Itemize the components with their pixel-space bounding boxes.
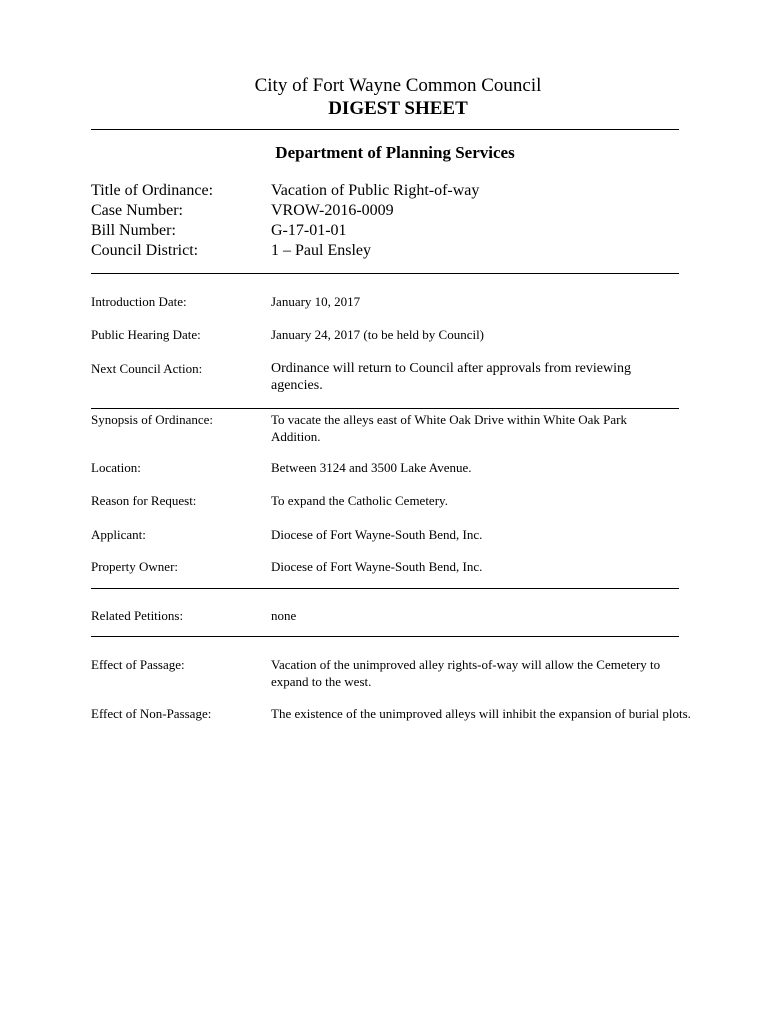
- bill-number-label: Bill Number:: [91, 222, 176, 239]
- location-label: Location:: [91, 460, 141, 475]
- next-council-action-value: Ordinance will return to Council after approvals from reviewing agencies.: [271, 361, 631, 393]
- next-council-action-label: Next Council Action:: [91, 361, 203, 376]
- case-number-label: Case Number:: [91, 202, 183, 219]
- applicant-value: Diocese of Fort Wayne-South Bend, Inc.: [271, 527, 483, 542]
- divider-schedule: [91, 408, 679, 409]
- introduction-date-label: Introduction Date:: [91, 294, 187, 309]
- bill-number-value: G-17-01-01: [271, 222, 347, 239]
- divider-related: [91, 636, 679, 637]
- related-petitions-label: Related Petitions:: [91, 608, 184, 623]
- document-header: [0, 74, 770, 120]
- effect-of-non-passage-label: Effect of Non-Passage:: [91, 706, 212, 721]
- effect-of-passage-label: Effect of Passage:: [91, 657, 185, 672]
- reason-value: To expand the Catholic Cemetery.: [271, 493, 448, 508]
- divider-summary: [91, 273, 679, 274]
- council-district-label: Council District:: [91, 242, 199, 259]
- public-hearing-date-value: January 24, 2017 (to be held by Council): [271, 327, 485, 342]
- council-name: City of Fort Wayne Common Council: [254, 75, 542, 96]
- divider-details: [91, 588, 679, 589]
- property-owner-value: Diocese of Fort Wayne-South Bend, Inc.: [271, 559, 483, 574]
- property-owner-label: Property Owner:: [91, 559, 179, 574]
- title-of-ordinance-value: Vacation of Public Right-of-way: [271, 182, 480, 199]
- department-title: Department of Planning Services: [275, 143, 515, 162]
- title-of-ordinance-label: Title of Ordinance:: [91, 182, 214, 199]
- reason-label: Reason for Request:: [91, 493, 197, 508]
- synopsis-label: Synopsis of Ordinance:: [91, 412, 214, 427]
- case-number-value: VROW-2016-0009: [271, 202, 394, 219]
- applicant-label: Applicant:: [91, 527, 146, 542]
- effect-of-non-passage-value: The existence of the unimproved alleys will inhibit the expansion of burial plots.: [271, 706, 691, 721]
- divider-header: [91, 129, 679, 130]
- location-value: Between 3124 and 3500 Lake Avenue.: [271, 460, 472, 475]
- introduction-date-value: January 10, 2017: [271, 294, 361, 309]
- effect-of-passage-value: Vacation of the unimproved alley rights-of-way will allow the Cemetery to expand to the west.: [271, 657, 661, 689]
- synopsis-value: To vacate the alleys east of White Oak Drive within White Oak Park Addition.: [271, 412, 627, 444]
- council-district-value: 1 – Paul Ensley: [271, 242, 371, 259]
- related-petitions-value: none: [271, 608, 297, 623]
- digest-sheet-title: DIGEST SHEET: [328, 98, 468, 119]
- public-hearing-date-label: Public Hearing Date:: [91, 327, 201, 342]
